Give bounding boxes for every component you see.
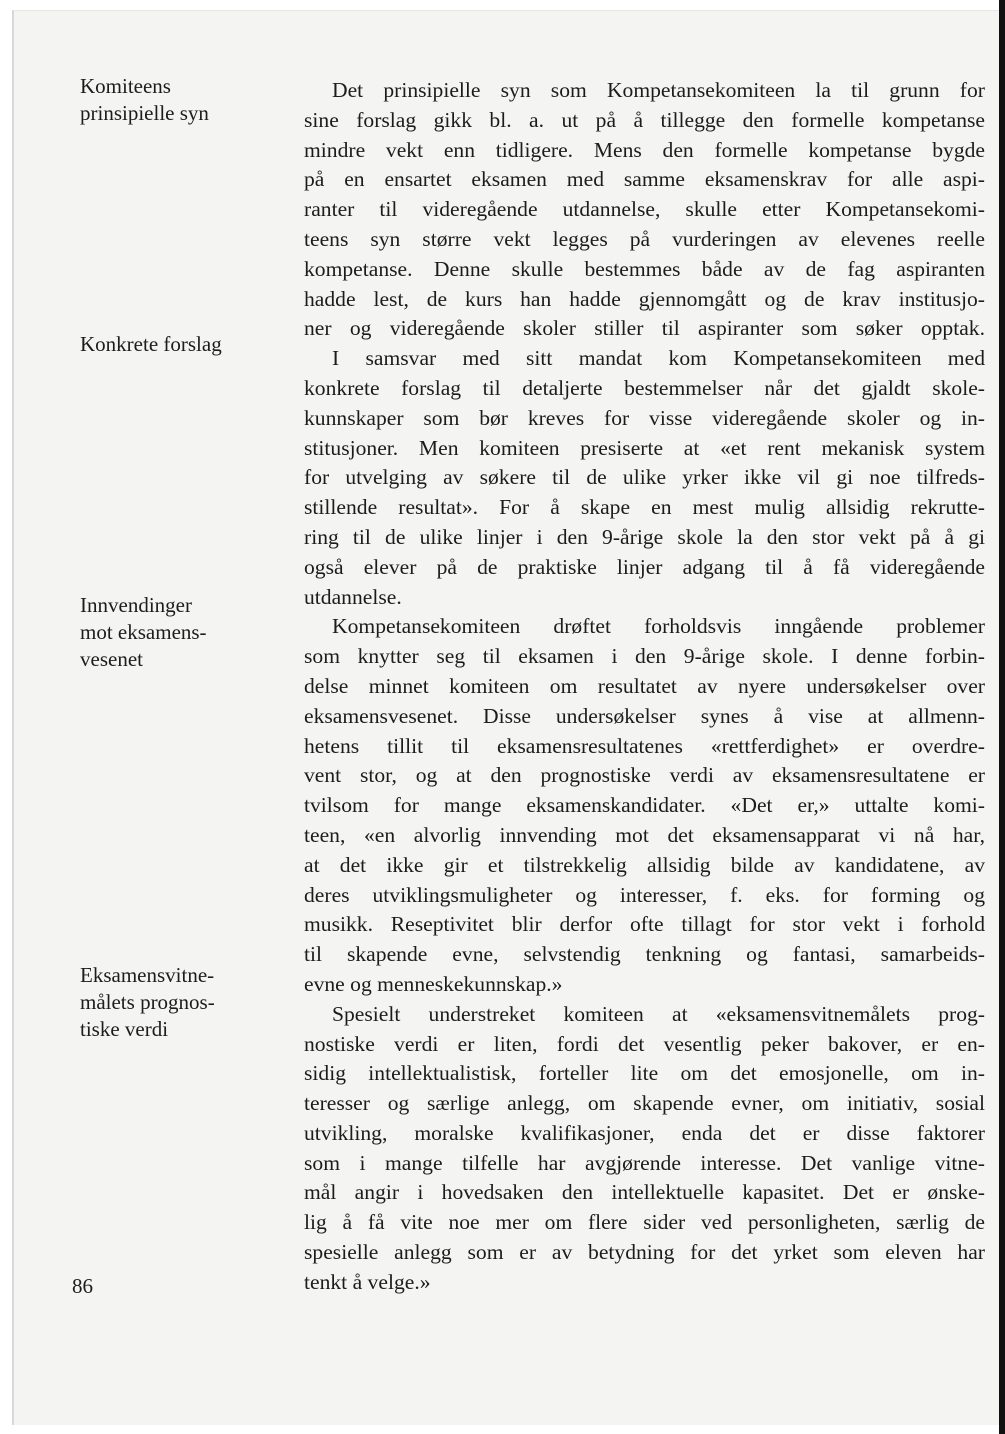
body-line: Spesielt understreket komiteen at «eksamensvitnemålets prog- <box>332 1001 985 1026</box>
body-line: ranter til videregående utdannelse, skulle etter Kompetansekomi- <box>304 197 985 222</box>
body-line: sine forslag gikk bl. a. ut på å tillegge den formelle kompetanse <box>304 107 985 132</box>
page-number: 86 <box>72 1274 93 1298</box>
body-line: stitusjoner. Men komiteen presiserte at «et rent mekanisk system <box>304 435 985 460</box>
body-line: eksamensvesenet. Disse undersøkelser synes å vise at allmenn- <box>304 703 985 728</box>
body-line: nostiske verdi er liten, fordi det vesentlig peker bakover, er en- <box>304 1031 985 1056</box>
body-line: ring til de ulike linjer i den 9-årige skole la den stor vekt på å gi <box>304 524 985 549</box>
margin-note-line: Eksamensvitne- <box>80 963 215 987</box>
body-line: for utvelging av søkere til de ulike yrker ikke vil gi noe tilfreds- <box>304 465 985 490</box>
body-line: tvilsom for mange eksamenskandidater. «Det er,» uttalte komi- <box>304 793 985 818</box>
margin-note-concrete <box>80 331 280 358</box>
margin-note-objections <box>80 592 280 673</box>
body-line: til skapende evne, selvstendig tenkning og fantasi, samarbeids- <box>304 942 985 967</box>
body-line: I samsvar med sitt mandat kom Kompetansekomiteen med <box>332 346 985 371</box>
body-line: teresser og særlige anlegg, om skapende evner, om initiativ, sosial <box>304 1091 985 1116</box>
margin-note-line: Komiteens <box>80 74 171 98</box>
margin-note-line: tiske verdi <box>80 1017 169 1041</box>
body-line: sidig intellektualistisk, forteller lite om det emosjonelle, om in- <box>304 1061 985 1086</box>
margin-note-line: mot eksamens- <box>80 620 207 644</box>
body-line: kunnskaper som bør kreves for visse videregående skoler og in- <box>304 405 985 430</box>
body-line: som i mange tilfelle har avgjørende interesse. Det vanlige vitne- <box>304 1150 985 1175</box>
body-line: tenkt å velge.» <box>304 1269 431 1294</box>
body-line: lig å få vite noe mer om flere sider ved personligheten, særlig de <box>304 1210 985 1235</box>
body-line: som knytter seg til eksamen i den 9-årige skole. I denne forbin- <box>304 644 985 669</box>
margin-note-line: vesenet <box>80 647 143 671</box>
margin-note-principle <box>80 73 280 127</box>
body-line: også elever på de praktiske linjer adgang til å få videregående <box>304 554 985 579</box>
body-line: hadde lest, de kurs han hadde gjennomgått og de krav institusjo- <box>304 286 985 311</box>
body-line: hetens tillit til eksamensresultatenes «rettferdighet» er overdre- <box>304 733 985 758</box>
body-line: mindre vekt enn tidligere. Mens den formelle kompetanse bygde <box>304 137 985 162</box>
body-line: spesielle anlegg som er av betydning for det yrket som eleven har <box>304 1240 985 1265</box>
body-line: musikk. Reseptivitet blir derfor ofte tillagt for stor vekt i forhold <box>304 912 985 937</box>
body-line: mål angir i hovedsaken den intellektuelle kapasitet. Det er ønske- <box>304 1180 985 1205</box>
body-text <box>304 76 985 1298</box>
margin-note-line: prinsipielle syn <box>80 101 209 125</box>
body-line: utvikling, moralske kvalifikasjoner, enda det er disse faktorer <box>304 1120 985 1145</box>
body-line: ner og videregående skoler stiller til aspiranter som søker opptak. <box>304 316 985 341</box>
body-line: deres utviklingsmuligheter og interesser, f. eks. for forming og <box>304 882 985 907</box>
body-line: evne og menneskekunnskap.» <box>304 971 563 996</box>
margin-note-certificate <box>80 962 280 1043</box>
body-line: konkrete forslag til detaljerte bestemmelser når det gjaldt skole- <box>304 375 985 400</box>
page-edge <box>999 0 1005 1434</box>
body-line: at det ikke gir et tilstrekkelig allsidig bilde av kandidatene, av <box>304 852 985 877</box>
margin-note-line: målets prognos- <box>80 990 215 1014</box>
body-line: vent stor, og at den prognostiske verdi av eksamensresultatene er <box>304 763 985 788</box>
margin-note-line: Innvendinger <box>80 593 192 617</box>
margin-note-line: Konkrete forslag <box>80 332 222 356</box>
body-line: kompetanse. Denne skulle bestemmes både av de fag aspiranten <box>304 256 985 281</box>
body-line: utdannelse. <box>304 584 402 609</box>
body-line: teen, «en alvorlig innvending mot det eksamensapparat vi nå har, <box>304 822 985 847</box>
body-line: teens syn større vekt legges på vurderingen av elevenes reelle <box>304 226 985 251</box>
body-line: Kompetansekomiteen drøftet forholdsvis inngående problemer <box>332 614 985 639</box>
body-line: stillende resultat». For å skape en mest mulig allsidig rekrutte- <box>304 495 985 520</box>
body-line: Det prinsipielle syn som Kompetansekomiteen la til grunn for <box>332 78 985 102</box>
body-line: på en ensartet eksamen med samme eksamenskrav for alle aspi- <box>304 167 985 192</box>
body-line: delse minnet komiteen om resultatet av nyere undersøkelser over <box>304 673 985 698</box>
